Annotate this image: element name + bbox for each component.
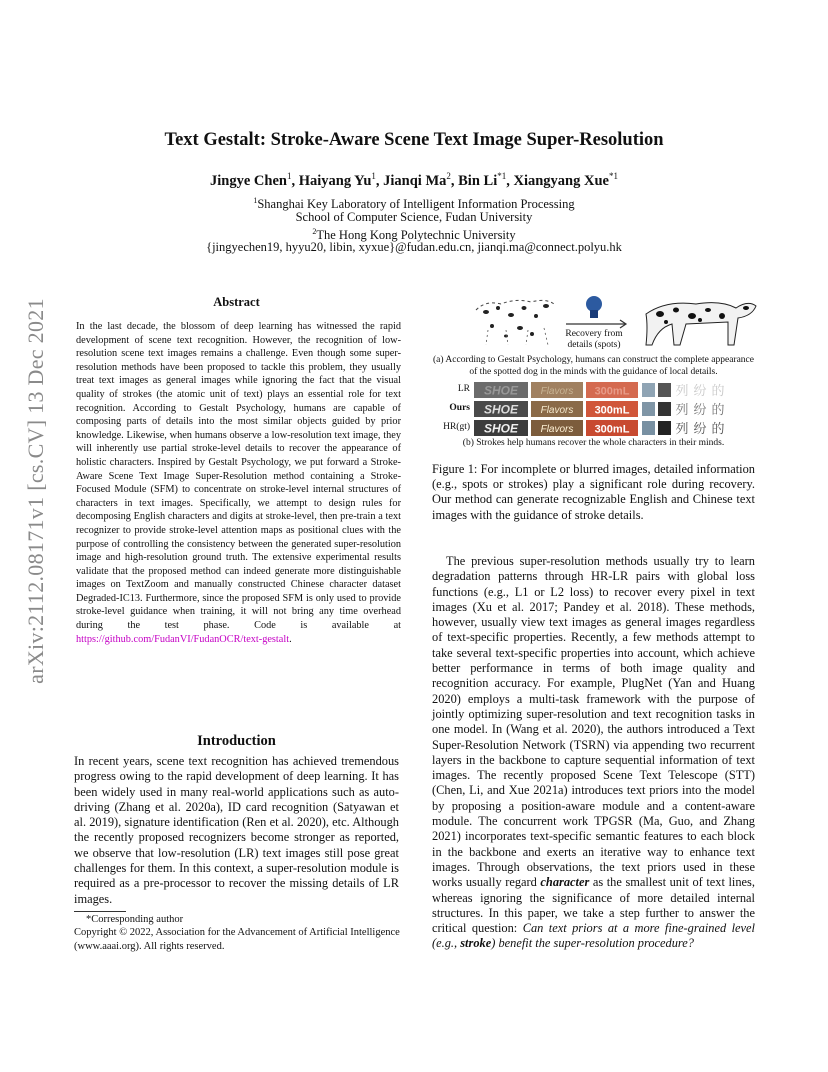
svg-text:列: 列 [675, 422, 689, 437]
author-name: Jianqi Ma [383, 172, 447, 189]
code-link[interactable]: https://github.com/FudanVI/FudanOCR/text-gestalt [76, 633, 290, 645]
svg-text:SHOE: SHOE [483, 421, 519, 436]
svg-text:SHOE: SHOE [483, 402, 519, 417]
introduction-body: In recent years, scene text recognition has achieved tremendous progress owing to the rapid development of deep learning. It has been widely used in many real-world applications such as auto-driving (Zhang et al. 2020a), ID card recognition (Satyawan et al. 2019), signature identification (Ren et al. 2020), etc. Although the recently proposed recognizers become stronger as reported, we observe that low-resolution (LR) text images still pose great challenges for them. In this context, a super-resolution module is required as a pre-processor to recover the missing details of LR images. [74, 754, 399, 906]
author-name: Haiyang Yu [298, 172, 372, 189]
arrow-label-line2: details (spots) [567, 340, 621, 350]
copyright-note: Copyright © 2022, Association for the Advancement of Artificial Intelligence (www.aaai.org). All rights reserved. [74, 927, 400, 952]
figure-subcaption-a: (a) According to Gestalt Psychology, humans can construct the complete appearance of the spotted dog in the minds with the guidance of local details. [433, 355, 754, 378]
svg-text:300mL: 300mL [594, 385, 630, 398]
svg-text:列: 列 [675, 403, 689, 418]
svg-text:300mL: 300mL [594, 404, 630, 417]
ours-text-samples [474, 401, 764, 418]
row-label: Ours [449, 403, 470, 413]
abstract-body: In the last decade, the blossom of deep learning has witnessed the rapid development of scene text recognition. However, the recognition of low-resolution scene text images remains a challenge. Even though some super-resolution methods have been proposed to tackle this problem, they usually treat text images as general images while ignoring the fact that the visual quality of strokes (the atomic unit of text) plays an essential role for text recognition. According to Gestalt Psychology, humans are capable of composing parts of details into the most similar objects guided by prior knowledge. Likewise, when humans observe a low-resolution text image, they will inherently use partial stroke-level details to recover the appearance of holistic characters. Inspired by Gestalt Psychology, we put forward a Stroke-Aware Scene Text Image Super-Resolution method containing a Stroke-Focused Module (SFM) to concentrate on stroke-level internal structures of characters in text images. Specifically, we attempt to design rules for decomposing English characters and digits at stroke-level, then pre-train a text recognizer to provide stroke-level attention maps as positional clues with the purpose of controlling the consistency between the generated super-resolution image and high-resolution ground truth. The extensive experimental results validate that the proposed method can indeed generate more distinguishable images on TextZoom and manually constructed Chinese character dataset Degraded-IC13. Furthermore, since the proposed SFM is only used to provide stroke-level guidance when training, it will not bring any time overhead during the test phase. Code is available at https://github.com/FudanVI/FudanOCR/text-gestalt. [76, 321, 401, 645]
emphasis-character: character [540, 875, 590, 890]
spotted-dog-partial-image [476, 300, 554, 345]
svg-text:的: 的 [711, 384, 725, 399]
svg-text:纷: 纷 [693, 403, 707, 418]
svg-text:列: 列 [675, 384, 689, 399]
svg-text:的: 的 [711, 422, 725, 437]
arxiv-stamp-text: arXiv:2112.08171v1 [cs.CV] 13 Dec 2021 [23, 298, 48, 684]
paper-title: Text Gestalt: Stroke-Aware Scene Text Image Super-Resolution [164, 130, 664, 150]
svg-text:的: 的 [711, 403, 725, 418]
author-name: Jingye Chen [210, 172, 287, 189]
author-list: Jingye Chen$^1$, Haiyang Yu$^1$, Jianqi Ma$^2$, Bin Li$^{*1}$, Xiangyang Xue$^{*1}$ [210, 171, 618, 189]
affiliation-emails: {jingyechen19, hyyu20, libin, xyxue}@fudan.edu.cn, jianqi.ma@connect.polyu.hk [206, 240, 622, 254]
comparison-row-lr [440, 381, 760, 400]
author-name: Bin Li [458, 172, 498, 189]
lr-text-samples [474, 382, 764, 399]
footnote [74, 913, 404, 953]
footnote-divider [74, 911, 126, 912]
hr-text-samples [474, 420, 764, 437]
stroke-comparison-grid [440, 381, 760, 438]
svg-text:SHOE: SHOE [483, 383, 519, 398]
svg-text:纷: 纷 [693, 384, 707, 399]
head-icon [586, 296, 602, 318]
abstract-heading: Abstract [213, 295, 260, 309]
arxiv-side-stamp [22, 286, 50, 696]
row-label: LR [457, 384, 470, 394]
svg-text:纷: 纷 [693, 422, 707, 437]
comparison-row-hr [440, 419, 760, 438]
svg-text:Flavors: Flavors [540, 405, 574, 416]
author-name: Xiangyang Xue [513, 172, 609, 189]
figure-subcaption-b: (b) Strokes help humans recover the whole characters in their minds. [462, 438, 725, 448]
affiliation-line: School of Computer Science, Fudan University [295, 210, 533, 224]
arrow-icon [566, 320, 626, 328]
spotted-dog-complete-image [646, 303, 756, 345]
figure-1-caption: Figure 1: For incomplete or blurred images, detailed information (e.g., spots or strokes) play a significant role during recovery. Our method can generate recognizable English and Chinese text images with the guidance of stroke details. [432, 462, 755, 522]
comparison-row-ours [440, 400, 760, 419]
introduction-heading: Introduction [197, 733, 276, 749]
corresponding-author-note: *Corresponding author [86, 914, 184, 925]
svg-text:300mL: 300mL [594, 423, 630, 436]
svg-text:Flavors: Flavors [540, 424, 574, 435]
row-label: HR(gt) [443, 422, 470, 432]
arrow-label-line1: Recovery from [565, 329, 623, 339]
gestalt-dog-figure [466, 290, 766, 350]
right-column-body: The previous super-resolution methods usually try to learn degradation patterns through HR-LR pairs with global loss functions (e.g., L1 or L2 loss) to recover every pixel in text images (Xu et al. 2017; Pandey et al. 2018). These methods, however, usually view text images as general images regardless of text-specific properties. Recently, a few methods attempt to take several text-specific properties into account, which achieve better performance in terms of both image quality and recognition accuracy. For example, PlugNet (Yan and Huang 2020) employs a multi-task framework with the purpose of jointly optimizing super-resolution and text recognition tasks in one model. In (Wang et al. 2020), the authors introduced a Text Super-Resolution Network (TSRN) via appending two recurrent layers in the backbone to capture sequential information of text images. The recently proposed Scene Text Telescope (STT) (Chen, Li, and Xue 2021a) introduces text priors into the model by proposing a position-aware module and a content-aware module. The concurrent work TPGSR (Ma, Guo, and Zhang 2021) incorporates text-specific semantic features to each block in the backbone and exerts an iterative way to enhance text images. Through observations, the text priors used in these works usually regard character as the smallest unit of text lines, whereas ignoring the significance of more detailed internal structures. In this paper, we take a step further to answer the critical question: Can text priors at a more fine-grained level (e.g., stroke) benefit the super-resolution procedure? [432, 554, 755, 951]
svg-text:Flavors: Flavors [540, 386, 574, 397]
affiliation-line: $^1$Shanghai Key Laboratory of Intelligent Information Processing [253, 196, 575, 212]
affiliation-line: $^2$The Hong Kong Polytechnic University [312, 227, 516, 243]
